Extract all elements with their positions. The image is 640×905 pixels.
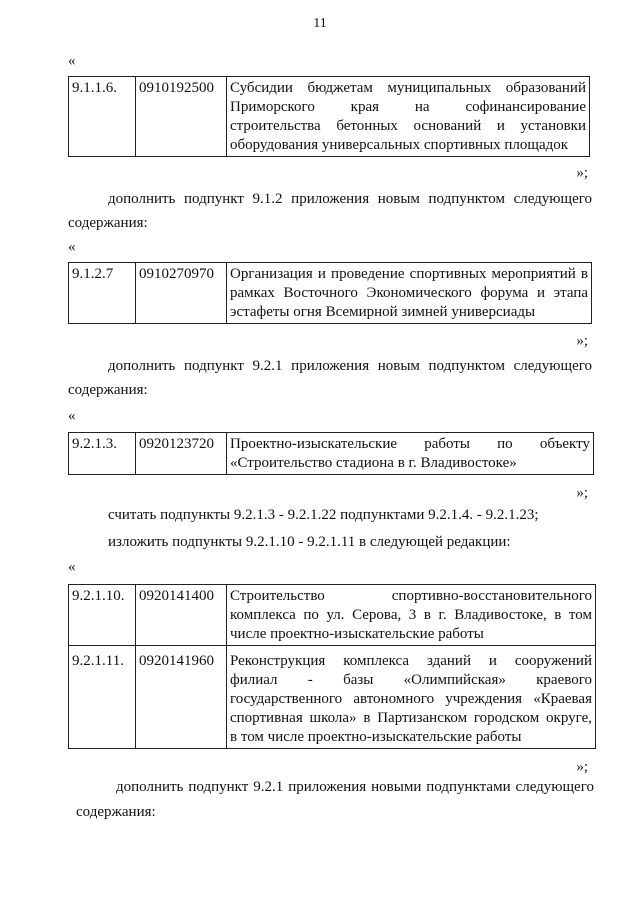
paragraph-line: дополнить подпункт 9.1.2 приложения новым подпунктом следующего [108, 191, 592, 207]
description-line: государственного автономного учреждения «Краевая [230, 691, 592, 707]
description-line: в том числе проектно-изыскательские работы [230, 729, 522, 745]
row-description [227, 646, 596, 749]
table-row [69, 77, 590, 157]
description-line: эстафеты огня Всемирной зимней универсиады [230, 304, 536, 320]
description-line: Строительство спортивно-восстановительного [230, 588, 592, 604]
row-code: 0920141960 [136, 646, 227, 749]
table-9-1-1-6 [68, 76, 590, 157]
description-line: комплекса по ул. Серова, 3 в г. Владивостоке, в том [230, 607, 592, 623]
table-9-1-2-7 [68, 262, 592, 324]
description-line: Приморского края на софинансирование [230, 99, 586, 115]
row-number: 9.1.1.6. [69, 77, 136, 157]
close-quote: »; [576, 485, 588, 501]
description-line: Реконструкция комплекса зданий и сооружений [230, 653, 592, 669]
page-number: 11 [313, 16, 327, 31]
paragraph-line: дополнить подпункт 9.2.1 приложения новым подпунктом следующего [108, 358, 592, 374]
table-row [69, 585, 596, 646]
open-quote: « [68, 559, 76, 575]
description-line: числе проектно-изыскательские работы [230, 626, 484, 642]
row-description [227, 77, 590, 157]
description-line: филиал - базы «Олимпийская» краевого [230, 672, 592, 688]
paragraph-2 [68, 357, 592, 400]
row-code: 0920141400 [136, 585, 227, 646]
description-line: Субсидии бюджетам муниципальных образований [230, 80, 586, 96]
open-quote: « [68, 408, 76, 424]
open-quote: « [68, 53, 76, 69]
row-description [227, 263, 592, 324]
table-row [69, 646, 596, 749]
row-number: 9.2.1.11. [69, 646, 136, 749]
table-9-2-1-3 [68, 432, 594, 475]
row-description [227, 433, 594, 475]
close-quote: »; [576, 165, 588, 181]
description-line: Проектно-изыскательские работы по объекту [230, 436, 590, 452]
description-line: спортивная школа» в Партизанском городском округе, [230, 710, 592, 726]
row-code: 0910270970 [136, 263, 227, 324]
paragraph-line: дополнить подпункт 9.2.1 приложения новыми подпунктами следующего [116, 779, 594, 795]
table-row [69, 263, 592, 324]
row-number: 9.1.2.7 [69, 263, 136, 324]
row-number: 9.2.1.10. [69, 585, 136, 646]
open-quote: « [68, 239, 76, 255]
paragraph-3: считать подпункты 9.2.1.3 - 9.2.1.22 подпунктами 9.2.1.4. - 9.2.1.23; [108, 507, 539, 523]
paragraph-1 [68, 190, 592, 233]
description-line: рамках Восточного Экономического форума и этапа [230, 285, 588, 301]
row-code: 0910192500 [136, 77, 227, 157]
close-quote: »; [576, 759, 588, 775]
description-line: оборудования универсальных спортивных площадок [230, 137, 569, 153]
description-line: «Строительство стадиона в г. Владивостоке» [230, 455, 517, 471]
paragraph-4: изложить подпункты 9.2.1.10 - 9.2.1.11 в следующей редакции: [108, 534, 511, 550]
description-line: строительства бетонных оснований и установки [230, 118, 586, 134]
table-9-2-1-10 [68, 584, 596, 749]
table-row [69, 433, 594, 475]
paragraph-line: содержания: [68, 215, 148, 231]
paragraph-line: содержания: [68, 382, 148, 398]
description-line: Организация и проведение спортивных мероприятий в [230, 266, 588, 282]
paragraph-line: содержания: [76, 804, 156, 820]
paragraph-5 [76, 778, 594, 822]
row-code: 0920123720 [136, 433, 227, 475]
close-quote: »; [576, 333, 588, 349]
row-description [227, 585, 596, 646]
row-number: 9.2.1.3. [69, 433, 136, 475]
